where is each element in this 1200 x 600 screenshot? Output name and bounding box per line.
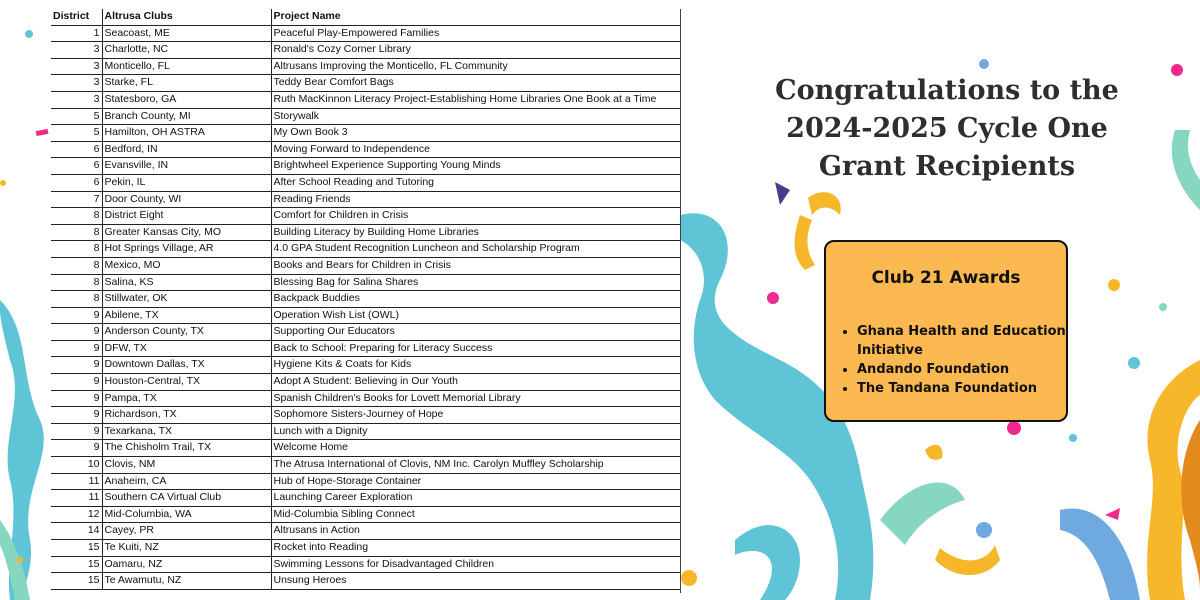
club-cell: Oamaru, NZ [102,556,271,573]
club-cell: Anaheim, CA [102,473,271,490]
table-row [51,440,680,457]
club-cell: Pampa, TX [102,390,271,407]
confetti-dot-left-1 [25,30,33,38]
club-cell: Te Kuiti, NZ [102,540,271,557]
spreadsheet-panel [51,9,681,593]
streamer-right-teal [1172,130,1200,210]
table-row [51,573,680,590]
district-cell: 6 [51,141,102,158]
project-cell: Ronald's Cozy Corner Library [271,42,680,59]
project-cell: Adopt A Student: Believing in Our Youth [271,374,680,391]
table-row [51,307,680,324]
club-cell: Downtown Dallas, TX [102,357,271,374]
confetti-dot-right-8 [976,522,992,538]
district-cell: 9 [51,307,102,324]
streamer-top-yellow [808,192,841,215]
table-header-row [51,9,680,25]
project-cell: Hub of Hope-Storage Container [271,473,680,490]
awards-list [840,322,1079,398]
congratulations-headline [770,72,1124,186]
table-row [51,540,680,557]
district-cell: 11 [51,473,102,490]
project-cell: Moving Forward to Independence [271,141,680,158]
table-row [51,457,680,474]
club-cell: Mexico, MO [102,257,271,274]
club-21-awards-box [824,240,1068,422]
table-row [51,125,680,142]
streamer-right-green-bottom [880,483,965,545]
streamer-right-blue-2 [735,525,800,600]
district-cell: 9 [51,390,102,407]
table-row [51,390,680,407]
table-row [51,490,680,507]
project-cell: Books and Bears for Children in Crisis [271,257,680,274]
confetti-dot-right-7 [1007,421,1021,435]
table-row [51,42,680,59]
club-cell: Richardson, TX [102,407,271,424]
club-cell: Door County, WI [102,191,271,208]
table-row [51,158,680,175]
project-cell: Welcome Home [271,440,680,457]
project-cell: Comfort for Children in Crisis [271,208,680,225]
table-row [51,58,680,75]
project-cell: Unsung Heroes [271,573,680,590]
club-cell: Abilene, TX [102,307,271,324]
project-cell: Teddy Bear Comfort Bags [271,75,680,92]
club-cell: Houston-Central, TX [102,374,271,391]
header-project: Project Name [271,9,680,25]
table-row [51,257,680,274]
district-cell: 8 [51,208,102,225]
district-cell: 8 [51,274,102,291]
award-item: • Andando Foundation [857,360,1079,379]
table-row [51,374,680,391]
project-cell: Sophomore Sisters-Journey of Hope [271,407,680,424]
table-row [51,340,680,357]
district-cell: 9 [51,357,102,374]
table-row [51,407,680,424]
district-cell: 9 [51,440,102,457]
club-cell: Southern CA Virtual Club [102,490,271,507]
district-cell: 10 [51,457,102,474]
confetti-dot-right-3 [767,292,779,304]
club-cell: Cayey, PR [102,523,271,540]
club-cell: Clovis, NM [102,457,271,474]
district-cell: 9 [51,374,102,391]
club-cell: Hot Springs Village, AR [102,241,271,258]
club-cell: Pekin, IL [102,174,271,191]
club-cell: Mid-Columbia, WA [102,506,271,523]
project-cell: 4.0 GPA Student Recognition Luncheon and Scholarship Program [271,241,680,258]
confetti-dot-left-2 [0,180,6,186]
project-cell: My Own Book 3 [271,125,680,142]
district-cell: 8 [51,257,102,274]
streamer-top-yellow-2 [795,215,815,270]
award-item: • The Tandana Foundation [857,379,1079,398]
table-row [51,75,680,92]
table-row [51,141,680,158]
confetti-dot-right-4 [1108,279,1120,291]
project-cell: Swimming Lessons for Disadvantaged Children [271,556,680,573]
project-cell: Blessing Bag for Salina Shares [271,274,680,291]
club-cell: DFW, TX [102,340,271,357]
project-cell: Operation Wish List (OWL) [271,307,680,324]
district-cell: 15 [51,573,102,590]
project-cell: Building Literacy by Building Home Libraries [271,224,680,241]
project-cell: Altrusans in Action [271,523,680,540]
district-cell: 11 [51,490,102,507]
club-cell: Stillwater, OK [102,291,271,308]
project-cell: Peaceful Play-Empowered Families [271,25,680,42]
project-cell: Hygiene Kits & Coats for Kids [271,357,680,374]
club-cell: Branch County, MI [102,108,271,125]
project-cell: Supporting Our Educators [271,324,680,341]
confetti-pink-1 [1105,508,1120,520]
club-cell: Starke, FL [102,75,271,92]
project-cell: Lunch with a Dignity [271,423,680,440]
district-cell: 5 [51,125,102,142]
district-cell: 3 [51,58,102,75]
district-cell: 8 [51,291,102,308]
streamer-right-yellow-arc [935,545,1000,575]
district-cell: 1 [51,25,102,42]
confetti-dot-left-3 [17,557,23,563]
project-cell: Altrusans Improving the Monticello, FL Community [271,58,680,75]
confetti-dot-right-2 [1171,64,1183,76]
table-row [51,291,680,308]
awards-title: Club 21 Awards [871,268,1021,288]
district-cell: 12 [51,506,102,523]
table-row [51,473,680,490]
header-club: Altrusa Clubs [102,9,271,25]
award-item: • Ghana Health and Education Initiative [857,322,1079,360]
confetti-dot-right-10 [1069,434,1077,442]
table-row [51,108,680,125]
streamer-right-blue-3 [1060,508,1140,600]
district-cell: 9 [51,340,102,357]
confetti-dot-right-9 [681,570,697,586]
table-row [51,324,680,341]
project-cell: Back to School: Preparing for Literacy Success [271,340,680,357]
district-cell: 3 [51,42,102,59]
headline-line-2: 2024-2025 Cycle One [786,113,1108,144]
district-cell: 8 [51,241,102,258]
club-cell: District Eight [102,208,271,225]
club-cell: Salina, KS [102,274,271,291]
club-cell: Texarkana, TX [102,423,271,440]
district-cell: 15 [51,556,102,573]
project-cell: Launching Career Exploration [271,490,680,507]
headline-line-3: Grant Recipients [818,151,1076,182]
club-cell: Bedford, IN [102,141,271,158]
table-row [51,506,680,523]
project-cell: After School Reading and Tutoring [271,174,680,191]
district-cell: 6 [51,174,102,191]
district-cell: 9 [51,423,102,440]
confetti-dot-right-5 [1159,303,1167,311]
club-cell: Greater Kansas City, MO [102,224,271,241]
project-cell: Storywalk [271,108,680,125]
table-row [51,556,680,573]
table-row [51,25,680,42]
district-cell: 8 [51,224,102,241]
confetti-yellow-blob [925,445,943,460]
club-cell: Charlotte, NC [102,42,271,59]
streamer-right-orange [1181,420,1200,590]
district-cell: 15 [51,540,102,557]
district-cell: 3 [51,75,102,92]
confetti-dot-right-1 [979,59,989,69]
project-cell: Spanish Children's Books for Lovett Memorial Library [271,390,680,407]
club-cell: Anderson County, TX [102,324,271,341]
table-row [51,174,680,191]
table-row [51,241,680,258]
table-row [51,357,680,374]
club-cell: Evansville, IN [102,158,271,175]
district-cell: 3 [51,91,102,108]
district-cell: 14 [51,523,102,540]
header-district: District [51,9,102,25]
district-cell: 9 [51,324,102,341]
club-cell: Seacoast, ME [102,25,271,42]
district-cell: 5 [51,108,102,125]
club-cell: Statesboro, GA [102,91,271,108]
table-body [51,25,680,589]
project-cell: Rocket into Reading [271,540,680,557]
project-cell: Brightwheel Experience Supporting Young Minds [271,158,680,175]
club-cell: The Chisholm Trail, TX [102,440,271,457]
table-row [51,91,680,108]
club-cell: Hamilton, OH ASTRA [102,125,271,142]
headline-line-1: Congratulations to the [775,75,1119,106]
confetti-dot-right-6 [1128,357,1140,369]
project-cell: Backpack Buddies [271,291,680,308]
district-cell: 7 [51,191,102,208]
project-cell: Mid-Columbia Sibling Connect [271,506,680,523]
project-cell: Reading Friends [271,191,680,208]
table-row [51,274,680,291]
club-cell: Monticello, FL [102,58,271,75]
grant-recipients-table [51,9,680,590]
club-cell: Te Awamutu, NZ [102,573,271,590]
table-row [51,208,680,225]
project-cell: Ruth MacKinnon Literacy Project-Establishing Home Libraries One Book at a Time [271,91,680,108]
table-row [51,224,680,241]
table-row [51,423,680,440]
district-cell: 9 [51,407,102,424]
project-cell: The Atrusa International of Clovis, NM Inc. Carolyn Muffley Scholarship [271,457,680,474]
table-row [51,523,680,540]
table-row [51,191,680,208]
district-cell: 6 [51,158,102,175]
confetti-left-1 [36,129,49,136]
